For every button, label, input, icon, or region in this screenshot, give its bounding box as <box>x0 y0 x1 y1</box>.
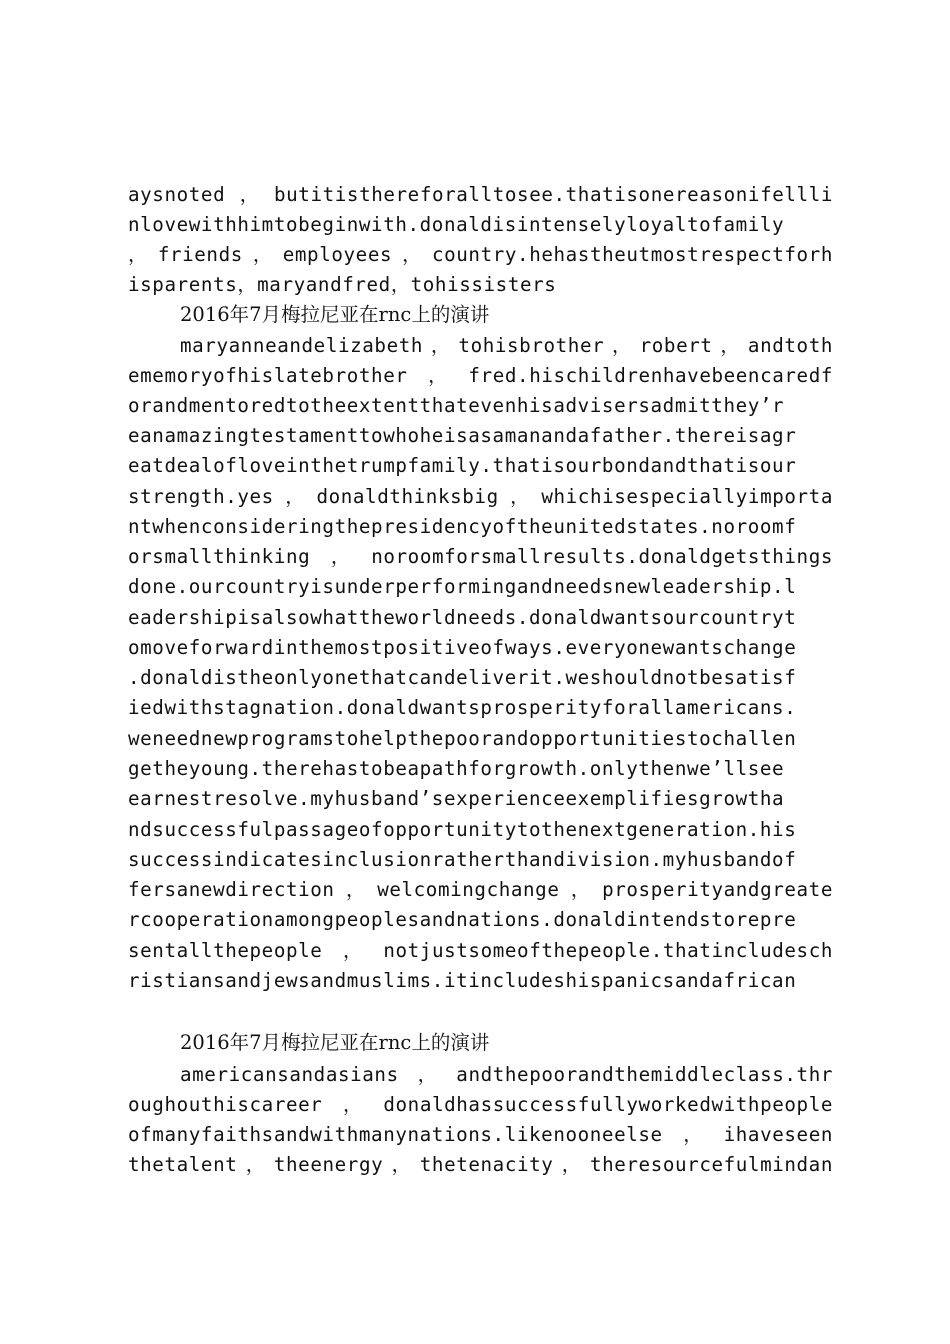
body-text-line: ofmanyfaithsandwithmanynations.likenooneelse，ihaveseen <box>128 1123 833 1146</box>
body-text-line: orandmentoredtotheextentthatevenhisadvisersadmitthey’r <box>128 394 785 417</box>
body-text-line: ndsuccessfulpassageofopportunitytothenextgeneration.his <box>128 818 797 841</box>
body-text-line: ntwhenconsideringthepresidencyoftheunitedstates.noroomf <box>128 515 797 538</box>
body-text-line: earnestresolve.myhusband’sexperienceexemplifiesgrowtha <box>128 787 785 810</box>
body-text-line: aysnoted，butitisthereforalltosee.thatisonereasonifellli <box>128 183 833 206</box>
section-heading: 2016年7月梅拉尼亚在rnc上的演讲 <box>180 1031 490 1054</box>
body-text-line: thetalent，theenergy，thetenacity，theresourcefulmindan <box>128 1153 833 1176</box>
body-text-line: .donaldistheonlyonethatcandeliverit.weshouldnotbesatisf <box>128 666 797 689</box>
body-text-line: americansandasians，andthepoorandthemiddleclass.thr <box>180 1063 833 1086</box>
body-text-line: maryanneandelizabeth，tohisbrother，robert，andtoth <box>180 334 833 357</box>
body-text-line: getheyoung.therehastobeapathforgrowth.onlythenwe’llsee <box>128 757 785 780</box>
body-text-line: omoveforwardinthemostpositiveofways.everyonewantschange <box>128 636 797 659</box>
body-text-line: iedwithstagnation.donaldwantsprosperityforallamericans. <box>128 696 797 719</box>
body-text-line: nlovewithhimtobeginwith.donaldisintenselyloyaltofamily <box>128 213 785 236</box>
body-text-line: eanamazingtestamenttowhoheisasamanandafather.thereisagr <box>128 424 797 447</box>
body-text-line: rcooperationamongpeoplesandnations.donaldintendstorepre <box>128 908 797 931</box>
body-text-line: orsmallthinking，noroomforsmallresults.donaldgetsthings <box>128 545 833 568</box>
body-text-line: successindicatesinclusionratherthandivision.myhusbandof <box>128 848 797 871</box>
body-text-line: ，friends，employees，country.hehastheutmostrespectforh <box>128 243 833 266</box>
body-text-line: sentallthepeople，notjustsomeofthepeople.thatincludesch <box>128 939 833 962</box>
section-heading: 2016年7月梅拉尼亚在rnc上的演讲 <box>180 303 490 326</box>
body-text-line: strength.yes，donaldthinksbig，whichisespeciallyimporta <box>128 485 833 508</box>
body-text-line: weneednewprogramstohelpthepoorandopportunitiestochallen <box>128 727 797 750</box>
body-text-line: fersanewdirection，welcomingchange，prosperityandgreate <box>128 878 833 901</box>
body-text-line: eatdealofloveinthetrumpfamily.thatisourbondandthatisour <box>128 454 797 477</box>
body-text-line: done.ourcountryisunderperformingandneedsnewleadership.l <box>128 575 797 598</box>
body-text-line: oughouthiscareer，donaldhassuccessfullyworkedwithpeople <box>128 1093 833 1116</box>
body-text-line: ememoryofhislatebrother，fred.hischildrenhavebeencaredf <box>128 364 833 387</box>
body-text-line: isparents，maryandfred，tohissisters <box>128 273 557 296</box>
body-text-line: ristiansandjewsandmuslims.itincludeshispanicsandafrican <box>128 969 797 992</box>
body-text-line: eadershipisalsowhattheworldneeds.donaldwantsourcountryt <box>128 606 797 629</box>
